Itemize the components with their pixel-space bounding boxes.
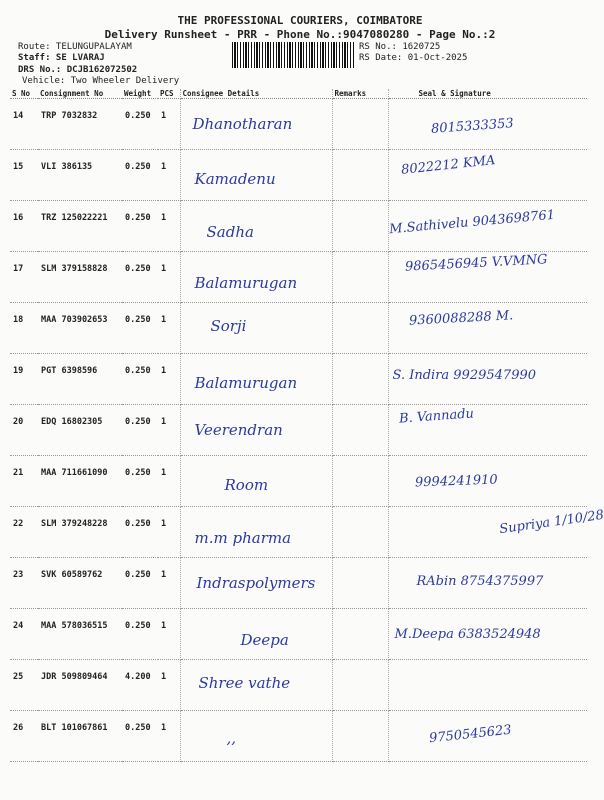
row-remarks: [332, 660, 388, 711]
signature-handwriting: RAbin 8754375997: [416, 574, 544, 589]
consignee-handwriting: m.m pharma: [194, 529, 292, 547]
signature-handwriting: B. Vannadu: [398, 406, 474, 427]
table-row: [10, 660, 587, 711]
signature-handwriting: 9994241910: [414, 472, 498, 491]
barcode: [232, 42, 354, 68]
row-weight: 0.250: [122, 201, 158, 252]
signature-handwriting: S. Indira 9929547990: [392, 368, 537, 383]
row-consignee-cell: [180, 201, 332, 252]
row-signature-cell: [388, 405, 587, 456]
row-pcs: 1: [158, 201, 180, 252]
row-pcs: 1: [158, 99, 180, 150]
row-weight: 0.250: [122, 609, 158, 660]
row-pcs: 1: [158, 303, 180, 354]
row-pcs: 1: [158, 252, 180, 303]
drs-label: DRS No.: DCJB162072502: [18, 65, 138, 75]
row-pcs: 1: [158, 660, 180, 711]
consignee-handwriting: Room: [224, 476, 269, 494]
signature-handwriting: M.Sathivelu 9043698761: [388, 207, 556, 238]
row-signature-cell: [388, 711, 587, 762]
row-sno: 20: [10, 405, 38, 456]
row-weight: 0.250: [122, 252, 158, 303]
row-signature-cell: [388, 99, 587, 150]
row-signature-cell: [388, 660, 587, 711]
table-row: [10, 354, 587, 405]
signature-handwriting: 9360088288 M.: [408, 308, 514, 329]
rs-date: RS Date: 01-Oct-2025: [359, 53, 468, 63]
col-sno: S No: [10, 89, 38, 99]
col-weight: Weight: [122, 89, 158, 99]
row-consignee-cell: [180, 609, 332, 660]
table-row: [10, 252, 587, 303]
row-signature-cell: [388, 456, 587, 507]
row-consignment-no: JDR 509809464: [38, 660, 122, 711]
consignee-handwriting: Sadha: [206, 223, 254, 241]
row-signature-cell: [388, 150, 587, 201]
signature-handwriting: M.Deepa 6383524948: [394, 627, 541, 642]
row-remarks: [332, 303, 388, 354]
row-weight: 0.250: [122, 456, 158, 507]
table-header: [10, 89, 587, 99]
row-consignment-no: SVK 60589762: [38, 558, 122, 609]
table-row: [10, 711, 587, 762]
row-consignee-cell: [180, 99, 332, 150]
row-sno: 15: [10, 150, 38, 201]
row-consignment-no: VLI 386135: [38, 150, 122, 201]
runsheet-table: [10, 89, 604, 762]
row-pcs: 1: [158, 558, 180, 609]
row-remarks: [332, 405, 388, 456]
row-signature-cell: [388, 201, 587, 252]
row-weight: 0.250: [122, 99, 158, 150]
row-remarks: [332, 609, 388, 660]
consignee-handwriting: Indraspolymers: [196, 574, 316, 592]
row-remarks: [332, 201, 388, 252]
consignee-handwriting: Balamurugan: [194, 274, 298, 292]
consignee-handwriting: Shree vathe: [198, 674, 291, 692]
row-signature-cell: [388, 354, 587, 405]
consignee-handwriting: Deepa: [240, 631, 289, 649]
signature-handwriting: 8015333353: [430, 116, 514, 137]
row-pcs: 1: [158, 405, 180, 456]
row-consignment-no: SLM 379158828: [38, 252, 122, 303]
row-consignment-no: BLT 101067861: [38, 711, 122, 762]
row-remarks: [332, 456, 388, 507]
row-consignee-cell: [180, 711, 332, 762]
row-weight: 0.250: [122, 507, 158, 558]
row-signature-cell: [388, 507, 604, 558]
table-row: [10, 405, 587, 456]
table-row: [10, 456, 587, 507]
row-signature-cell: [388, 303, 587, 354]
row-consignment-no: EDQ 16802305: [38, 405, 122, 456]
row-sno: 21: [10, 456, 38, 507]
table-row: [10, 303, 587, 354]
row-sno: 23: [10, 558, 38, 609]
table-row: [10, 609, 587, 660]
row-sno: 17: [10, 252, 38, 303]
col-consignee: Consignee Details: [180, 89, 332, 99]
row-sno: 19: [10, 354, 38, 405]
row-sno: 22: [10, 507, 38, 558]
consignee-handwriting: Veerendran: [194, 421, 283, 439]
row-remarks: [332, 99, 388, 150]
row-consignment-no: TRP 7032832: [38, 99, 122, 150]
row-sno: 18: [10, 303, 38, 354]
vehicle-label: Vehicle: Two Wheeler Delivery: [22, 76, 180, 86]
runsheet-subtitle: Delivery Runsheet - PRR - Phone No.:9047080280 - Page No.:2: [104, 28, 496, 41]
row-consignee-cell: [180, 252, 332, 303]
signature-handwriting: 9865456945 V.VMNG: [404, 252, 548, 275]
row-consignee-cell: [180, 456, 332, 507]
row-consignee-cell: [180, 405, 332, 456]
row-signature-cell: [388, 252, 587, 303]
row-consignment-no: PGT 6398596: [38, 354, 122, 405]
row-sno: 25: [10, 660, 38, 711]
signature-handwriting: Supriya 1/10/28: [497, 507, 604, 538]
row-signature-cell: [388, 609, 587, 660]
consignee-handwriting: Dhanotharan: [192, 115, 293, 133]
row-consignee-cell: [180, 150, 332, 201]
row-consignee-cell: [180, 660, 332, 711]
row-remarks: [332, 354, 388, 405]
table-row: [10, 507, 587, 558]
row-sno: 26: [10, 711, 38, 762]
row-consignee-cell: [180, 303, 332, 354]
row-consignee-cell: [180, 354, 332, 405]
row-consignee-cell: [180, 558, 332, 609]
company-title: THE PROFESSIONAL COURIERS, COIMBATORE: [177, 14, 423, 27]
consignee-handwriting: Sorji: [210, 317, 247, 335]
row-pcs: 1: [158, 609, 180, 660]
row-consignment-no: MAA 703902653: [38, 303, 122, 354]
row-consignment-no: TRZ 125022221: [38, 201, 122, 252]
row-pcs: 1: [158, 507, 180, 558]
row-weight: 0.250: [122, 405, 158, 456]
consignee-handwriting: Kamadenu: [194, 170, 276, 188]
table-row: [10, 99, 587, 150]
signature-handwriting: 8022212 KMA: [399, 153, 496, 178]
row-consignment-no: SLM 379248228: [38, 507, 122, 558]
consignee-handwriting: ,,: [226, 729, 237, 747]
col-remarks: Remarks: [332, 89, 388, 99]
col-consignment: Consignment No: [38, 89, 122, 99]
row-weight: 0.250: [122, 303, 158, 354]
row-signature-cell: [388, 558, 587, 609]
signature-handwriting: 9750545623: [427, 722, 512, 747]
row-consignment-no: MAA 711661090: [38, 456, 122, 507]
staff-label: Staff: SE LVARAJ: [18, 53, 105, 63]
row-sno: 14: [10, 99, 38, 150]
row-remarks: [332, 252, 388, 303]
row-weight: 0.250: [122, 354, 158, 405]
route-label: Route: TELUNGUPALAYAM: [18, 42, 132, 52]
row-weight: 0.250: [122, 558, 158, 609]
row-remarks: [332, 150, 388, 201]
row-pcs: 1: [158, 456, 180, 507]
row-weight: 4.200: [122, 660, 158, 711]
rs-number: RS No.: 1620725: [359, 42, 441, 52]
row-remarks: [332, 507, 388, 558]
row-consignee-cell: [180, 507, 332, 558]
row-remarks: [332, 558, 388, 609]
row-weight: 0.250: [122, 150, 158, 201]
table-row: [10, 150, 587, 201]
row-pcs: 1: [158, 711, 180, 762]
table-row: [10, 201, 587, 252]
consignee-handwriting: Balamurugan: [194, 374, 298, 392]
col-signature: Seal & Signature: [388, 89, 587, 99]
row-sno: 16: [10, 201, 38, 252]
row-remarks: [332, 711, 388, 762]
table-row: [10, 558, 587, 609]
row-pcs: 1: [158, 354, 180, 405]
row-sno: 24: [10, 609, 38, 660]
row-weight: 0.250: [122, 711, 158, 762]
col-pcs: PCS: [158, 89, 180, 99]
row-pcs: 1: [158, 150, 180, 201]
row-consignment-no: MAA 578036515: [38, 609, 122, 660]
